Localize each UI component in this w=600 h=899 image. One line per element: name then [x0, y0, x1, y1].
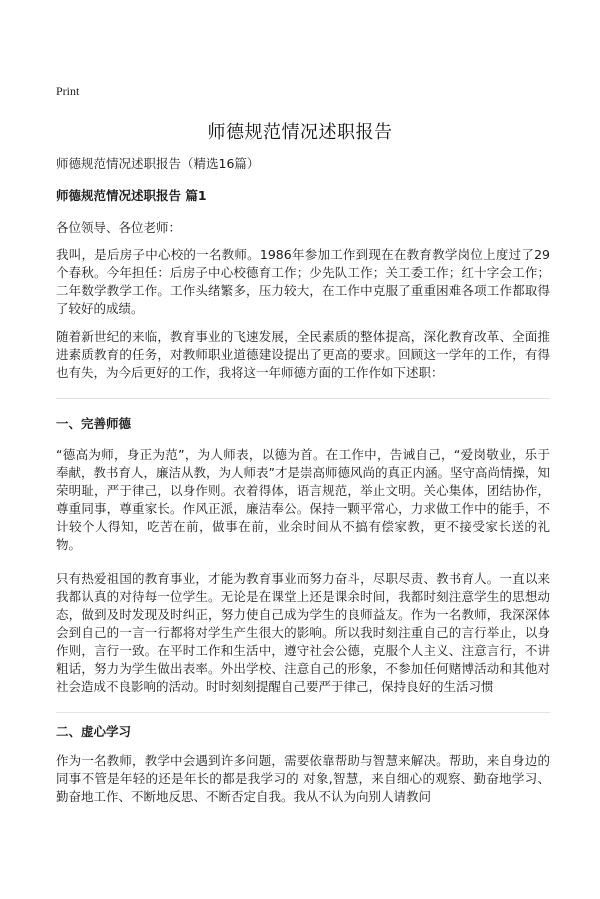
section-divider: [56, 712, 550, 713]
section-heading-learning: 二、虚心学习: [56, 724, 132, 739]
paragraph-context: 随着新世纪的来临，教育事业的飞速发展，全民素质的整体提高，深化教育改革、全面推进素质教育的任务，对教师职业道德建设提出了更高的要求。回顾这一学年的工作，有得也有失，为今后更好的工作，我将这一年师德方面的工作作如下述职：: [56, 329, 550, 380]
document-subtitle: 师德规范情况述职报告（精选16篇）: [56, 156, 260, 171]
article-heading: 师德规范情况述职报告 篇1: [56, 188, 207, 203]
greeting-line: 各位领导、各位老师：: [56, 220, 182, 235]
page-title: 师德规范情况述职报告: [207, 122, 393, 143]
paragraph-ethics: “德高为师，身正为范”，为人师表，以德为首。在工作中，告诫自己，“爱岗敬业，乐于奉献，教书育人，廉洁从教，为人师表”才是崇高师德风尚的真正内涵。坚守高尚情操，知荣明耻，严于律己，以身作则。衣着得体，语言规范，举止文明。关心集体，团结协作，尊重同事，尊重家长。作风正派，廉洁奉公。保持一颗平常心，力求做工作中的能手，不计较个人得知，吃苦在前，做事在前，业余时间从不搞有偿家教，更不接受家长送的礼物。: [56, 447, 550, 552]
paragraph-intro: 我叫，是后房子中心校的一名教师。1986年参加工作到现在在教育教学岗位上度过了29个春秋。今年担任：后房子中心校德育工作；少先队工作；关工委工作；红十字会工作；二年数学教学工作。工作头绪繁多，压力较大，在工作中克服了重重困难各项工作都取得了较好的成绩。: [56, 247, 550, 316]
print-label: Print: [56, 84, 80, 98]
section-heading-ethics: 一、完善师德: [56, 416, 132, 431]
paragraph-learning: 作为一名教师，教学中会遇到许多问题，需要依靠帮助与智慧来解决。帮助，来自身边的同事不管是年轻的还是年长的都是我学习的 对象,智慧，来自细心的观察、勤奋地学习、勤奋地工作、不断地反思、不断否定自我。我从不认为向别人请教问: [56, 753, 550, 804]
section-divider: [56, 398, 550, 399]
paragraph-love-education: 只有热爱祖国的教育事业，才能为教育事业而努力奋斗，尽职尽责、教书育人。一直以来我都认真的对待每一位学生。无论是在课堂上还是课余时间，我都时刻注意学生的思想动态，做到及时发现及时纠正，努力使自己成为学生的良师益友。作为一名教师，我深深体会到自己的一言一行都将对学生产生很大的影响。所以我时刻注重自己的言行举止，以身作则，言行一致。在平时工作和生活中，遵守社会公德，克服个人主义、注意言行，不讲粗话，努力为学生做出表率。外出学校、注意自己的形象，不参加任何赌博活动和其他对社会造成不良影响的活动。时时刻刻提醒自己要严于律己，保持良好的生活习惯: [56, 571, 550, 694]
